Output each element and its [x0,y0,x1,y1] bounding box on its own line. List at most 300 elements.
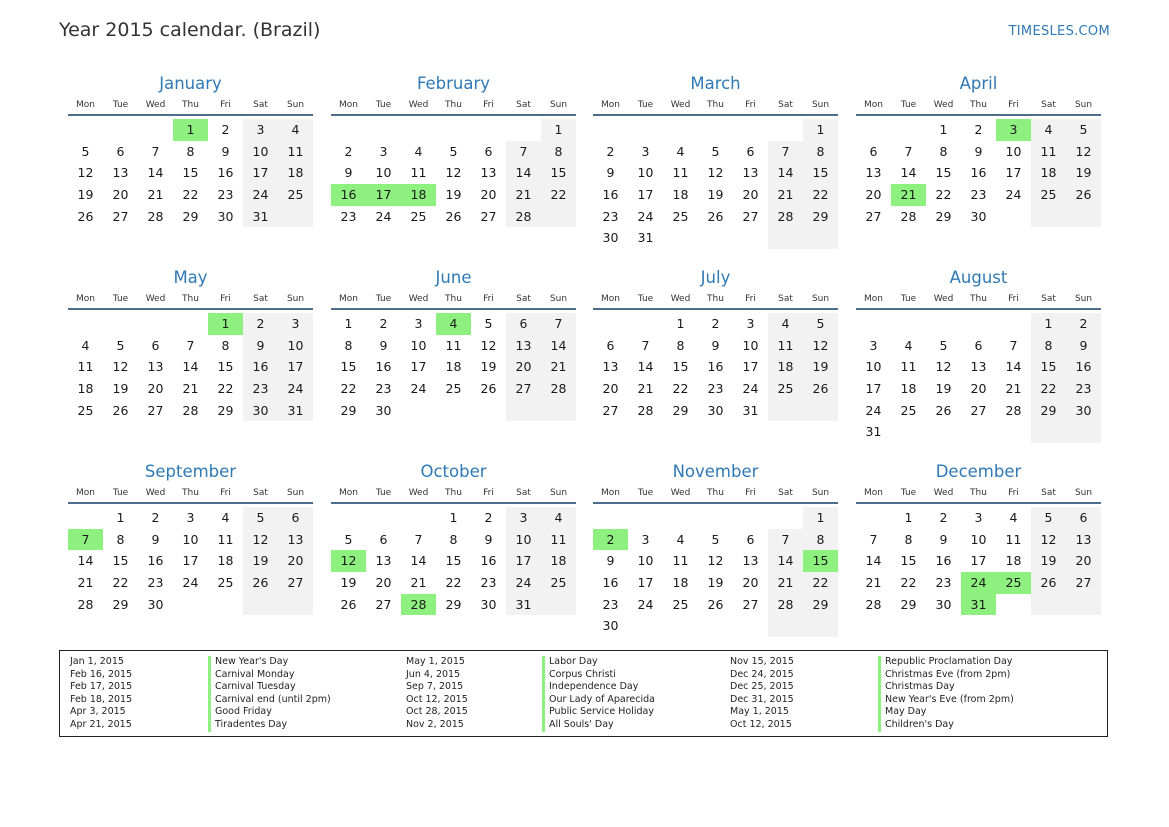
day-cell: 2 [939,510,948,525]
day-cell: 24 [865,402,882,418]
empty-cell [68,313,103,335]
day-cell: 20 [865,187,882,203]
day-cell: 5 [116,337,125,353]
day-cell: 18 [1005,553,1022,569]
day-cell: 31 [865,424,882,440]
empty-cell [103,119,138,141]
weekday-label: Tue [900,488,917,498]
day-cell: 9 [974,143,983,159]
day-cell: 23 [602,596,619,612]
empty-cell [506,119,541,141]
day-grid [856,119,1101,227]
day-cell: 23 [243,378,278,400]
day-cell: 7 [506,141,541,163]
weekday-label: Mon [864,100,883,110]
day-cell: 1 [1031,313,1066,335]
day-cell: 30 [375,402,392,418]
holiday-name: Carnival Tuesday [208,681,331,694]
month-title: September [144,462,237,481]
weekday-label: Sun [549,294,568,304]
weekday-header [331,486,576,504]
empty-cell [698,227,733,249]
day-cell: 12 [707,165,724,181]
weekday-label: Mon [601,100,620,110]
day-cell: 18 [541,550,576,572]
empty-cell [733,507,768,529]
day-cell: 29 [803,594,838,616]
day-cell: 14 [410,553,427,569]
empty-cell [471,119,506,141]
day-cell: 29 [340,402,357,418]
day-cell: 1 [116,510,125,525]
holiday-date: Apr 3, 2015 [70,706,126,718]
day-cell: 8 [939,143,948,159]
weekday-label: Tue [375,100,392,110]
day-cell: 14 [768,162,803,184]
empty-cell [891,421,926,443]
day-cell: 15 [182,165,199,181]
day-cell: 31 [637,230,654,246]
weekday-label: Mon [601,488,620,498]
day-cell: 23 [340,208,357,224]
day-cell: 21 [506,184,541,206]
day-cell: 27 [112,208,129,224]
day-cell: 30 [480,596,497,612]
day-cell: 1 [939,122,948,137]
day-cell: 6 [151,337,160,353]
month-march [593,73,838,249]
weekday-label: Sat [516,488,531,498]
weekday-label: Sat [778,488,793,498]
day-cell: 3 [243,119,278,141]
day-cell: 24 [506,572,541,594]
weekday-label: Wed [933,100,954,110]
day-cell: 22 [1031,378,1066,400]
holiday-day-cell: 16 [331,184,366,206]
day-cell: 5 [484,316,493,331]
day-cell: 7 [414,531,423,547]
weekday-label: Mon [864,488,883,498]
day-cell: 22 [541,184,576,206]
empty-cell [628,119,663,141]
day-cell: 19 [803,356,838,378]
day-cell: 10 [506,529,541,551]
day-cell: 30 [1066,400,1101,422]
day-cell: 30 [243,400,278,422]
weekday-header [331,292,576,310]
day-cell: 31 [506,594,541,616]
month-title: November [672,462,759,481]
day-cell: 23 [217,187,234,203]
day-cell: 1 [449,510,458,525]
day-cell: 13 [742,165,759,181]
day-cell: 14 [637,359,654,375]
holiday-day-cell: 31 [961,594,996,616]
day-cell: 13 [112,165,129,181]
weekday-label: Fri [1008,488,1019,498]
day-cell: 2 [1066,313,1101,335]
day-cell: 29 [900,596,917,612]
month-may [68,267,313,421]
day-cell: 21 [410,575,427,591]
empty-cell [1066,594,1101,616]
day-grid [593,507,838,637]
day-cell: 21 [637,381,654,397]
day-cell: 19 [707,187,724,203]
month-title: December [935,462,1022,481]
day-cell: 18 [768,356,803,378]
day-cell: 6 [278,507,313,529]
empty-cell [926,421,961,443]
weekday-label: Fri [745,294,756,304]
day-cell: 3 [641,531,650,547]
weekday-label: Sun [1074,100,1093,110]
empty-cell [768,119,803,141]
day-cell: 20 [112,187,129,203]
month-title: February [416,74,491,93]
day-cell: 18 [445,359,462,375]
day-cell: 11 [1005,531,1022,547]
weekday-label: Tue [637,488,654,498]
day-cell: 29 [217,402,234,418]
weekday-label: Sun [286,294,305,304]
day-cell: 4 [676,531,685,547]
weekday-label: Thu [970,488,987,498]
day-cell: 7 [904,143,913,159]
day-cell: 28 [768,206,803,228]
day-cell: 21 [147,187,164,203]
empty-cell [628,313,663,335]
weekday-label: Wed [670,294,691,304]
holiday-date: Feb 18, 2015 [70,693,133,705]
day-cell: 8 [449,531,458,547]
weekday-label: Fri [1008,100,1019,110]
day-cell: 27 [742,596,759,612]
day-cell: 24 [637,596,654,612]
empty-cell [803,615,838,637]
day-cell: 7 [768,141,803,163]
weekday-label: Sat [253,294,268,304]
holiday-name: Corpus Christi [542,669,655,682]
day-cell: 6 [606,337,615,353]
empty-cell [1031,594,1066,616]
day-cell: 23 [1066,378,1101,400]
holiday-name: Our Lady of Aparecida [542,694,655,707]
day-cell: 9 [379,337,388,353]
day-cell: 12 [803,335,838,357]
weekday-label: Sat [253,100,268,110]
day-cell: 19 [243,550,278,572]
empty-cell [173,313,208,335]
weekday-label: Sat [253,488,268,498]
holiday-date: Nov 2, 2015 [406,718,464,730]
day-cell: 24 [410,381,427,397]
day-cell: 15 [672,359,689,375]
day-cell: 24 [182,575,199,591]
day-cell: 5 [1031,507,1066,529]
day-cell: 7 [768,529,803,551]
day-cell: 3 [869,337,878,353]
day-cell: 17 [637,575,654,591]
month-december [856,461,1101,615]
day-cell: 11 [278,141,313,163]
weekday-label: Sun [1074,488,1093,498]
day-cell: 2 [221,122,230,137]
day-cell: 1 [803,119,838,141]
day-cell: 23 [375,381,392,397]
holiday-dates-column [406,656,468,732]
day-cell: 17 [506,550,541,572]
day-cell: 14 [768,550,803,572]
day-cell: 24 [637,208,654,224]
day-cell: 24 [375,208,392,224]
day-cell: 3 [186,510,195,525]
day-cell: 25 [1031,184,1066,206]
day-cell: 16 [602,575,619,591]
day-cell: 25 [768,378,803,400]
holiday-date: Oct 12, 2015 [406,693,468,705]
day-cell: 30 [707,402,724,418]
weekday-label: Tue [637,294,654,304]
day-cell: 7 [151,143,160,159]
day-cell: 26 [803,378,838,400]
day-cell: 25 [77,402,94,418]
day-cell: 8 [904,531,913,547]
weekday-label: Tue [112,488,129,498]
day-cell: 8 [344,337,353,353]
holiday-date: Nov 15, 2015 [730,656,794,667]
empty-cell [366,507,401,529]
holiday-date: Jan 1, 2015 [70,656,124,667]
day-cell: 6 [746,143,755,159]
weekday-label: Thu [707,294,724,304]
day-cell: 19 [480,359,497,375]
day-cell: 20 [278,550,313,572]
holiday-date: Dec 25, 2015 [730,681,794,693]
day-cell: 10 [637,165,654,181]
day-cell: 11 [900,359,917,375]
month-august [856,267,1101,443]
day-cell: 12 [935,359,952,375]
empty-cell [891,119,926,141]
month-title: May [173,268,208,287]
empty-cell [243,594,278,616]
empty-cell [331,507,366,529]
day-cell: 4 [904,337,913,353]
day-cell: 30 [602,230,619,246]
holiday-name: Tiradentes Day [208,719,331,732]
day-cell: 12 [1066,141,1101,163]
day-cell: 4 [81,337,90,353]
day-cell: 7 [641,337,650,353]
weekday-header [856,292,1101,310]
day-cell: 19 [707,575,724,591]
empty-cell [698,119,733,141]
day-cell: 5 [1066,119,1101,141]
day-cell: 2 [606,143,615,159]
day-cell: 2 [974,122,983,137]
empty-cell [733,119,768,141]
day-grid [68,507,313,615]
day-cell: 24 [1005,187,1022,203]
day-cell: 21 [77,575,94,591]
weekday-label: Tue [375,294,392,304]
day-cell: 26 [707,596,724,612]
day-grid [856,313,1101,443]
empty-cell [961,421,996,443]
day-cell: 16 [707,359,724,375]
weekday-header [593,486,838,504]
empty-cell [663,119,698,141]
holiday-name: Children's Day [878,719,1014,732]
holiday-day-cell: 4 [436,313,471,335]
page-title: Year 2015 calendar. (Brazil) [59,19,321,41]
day-cell: 28 [900,208,917,224]
day-cell: 7 [186,337,195,353]
holiday-day-cell: 24 [961,572,996,594]
empty-cell [1066,206,1101,228]
day-cell: 9 [606,165,615,181]
day-cell: 16 [480,553,497,569]
day-cell: 26 [935,402,952,418]
month-title: April [959,74,998,93]
day-cell: 11 [541,529,576,551]
month-february [331,73,576,227]
empty-cell [663,227,698,249]
day-cell: 11 [410,165,427,181]
day-cell: 3 [379,143,388,159]
day-cell: 24 [243,184,278,206]
empty-cell [996,206,1031,228]
day-cell: 28 [1005,402,1022,418]
weekday-header [68,292,313,310]
day-cell: 22 [803,184,838,206]
month-november [593,461,838,637]
day-cell: 19 [77,187,94,203]
day-cell: 14 [541,335,576,357]
day-cell: 30 [602,618,619,634]
holiday-dates-column [70,656,132,732]
day-cell: 15 [1031,356,1066,378]
month-september [68,461,313,615]
day-cell: 17 [865,381,882,397]
day-cell: 15 [445,553,462,569]
day-cell: 4 [768,313,803,335]
day-cell: 15 [803,162,838,184]
day-cell: 19 [1066,162,1101,184]
day-cell: 27 [602,402,619,418]
empty-cell [541,206,576,228]
weekday-label: Fri [220,488,231,498]
holiday-name: Carnival Monday [208,669,331,682]
empty-cell [628,615,663,637]
day-cell: 10 [970,531,987,547]
weekday-label: Fri [745,100,756,110]
day-cell: 19 [445,187,462,203]
weekday-label: Wed [670,488,691,498]
day-cell: 11 [672,165,689,181]
day-cell: 6 [506,313,541,335]
day-cell: 21 [541,356,576,378]
empty-cell [856,119,891,141]
day-cell: 6 [379,531,388,547]
day-cell: 27 [278,572,313,594]
day-cell: 14 [147,165,164,181]
day-cell: 5 [243,507,278,529]
day-cell: 20 [742,187,759,203]
day-cell: 21 [768,184,803,206]
empty-cell [401,119,436,141]
weekday-label: Wed [145,294,166,304]
day-cell: 4 [541,507,576,529]
day-cell: 25 [410,208,427,224]
holiday-date: Jun 4, 2015 [406,668,461,680]
brand-link[interactable]: TIMESLES.COM [1008,24,1110,39]
empty-cell [506,400,541,422]
empty-cell [593,119,628,141]
day-cell: 18 [278,162,313,184]
day-cell: 16 [602,187,619,203]
weekday-label: Wed [933,488,954,498]
holiday-name: All Souls' Day [542,719,655,732]
day-cell: 17 [410,359,427,375]
day-grid [68,313,313,421]
day-cell: 5 [711,531,720,547]
day-cell: 7 [541,313,576,335]
day-cell: 30 [217,208,234,224]
holiday-day-cell: 18 [401,184,436,206]
day-cell: 10 [742,337,759,353]
holiday-name: Labor Day [542,656,655,669]
day-cell: 22 [900,575,917,591]
weekday-label: Sun [549,488,568,498]
day-cell: 19 [112,381,129,397]
holiday-date: Dec 24, 2015 [730,668,794,680]
weekday-label: Wed [670,100,691,110]
day-cell: 2 [243,313,278,335]
empty-cell [1031,206,1066,228]
day-cell: 13 [278,529,313,551]
day-cell: 8 [541,141,576,163]
day-cell: 28 [541,378,576,400]
day-cell: 25 [900,402,917,418]
day-cell: 10 [410,337,427,353]
day-cell: 9 [344,165,353,181]
day-cell: 16 [217,165,234,181]
weekday-header [856,486,1101,504]
weekday-label: Tue [375,488,392,498]
day-cell: 16 [970,165,987,181]
weekday-label: Fri [220,100,231,110]
day-cell: 23 [602,208,619,224]
day-cell: 13 [375,553,392,569]
day-cell: 3 [746,316,755,331]
empty-cell [1031,421,1066,443]
holiday-day-cell: 3 [996,119,1031,141]
day-cell: 2 [379,316,388,331]
day-cell: 16 [375,359,392,375]
day-cell: 13 [506,335,541,357]
day-cell: 6 [974,337,983,353]
empty-cell [593,507,628,529]
weekday-label: Wed [408,294,429,304]
weekday-header [593,292,838,310]
day-cell: 23 [147,575,164,591]
day-cell: 25 [672,596,689,612]
day-cell: 10 [637,553,654,569]
weekday-label: Sat [516,294,531,304]
weekday-label: Fri [745,488,756,498]
